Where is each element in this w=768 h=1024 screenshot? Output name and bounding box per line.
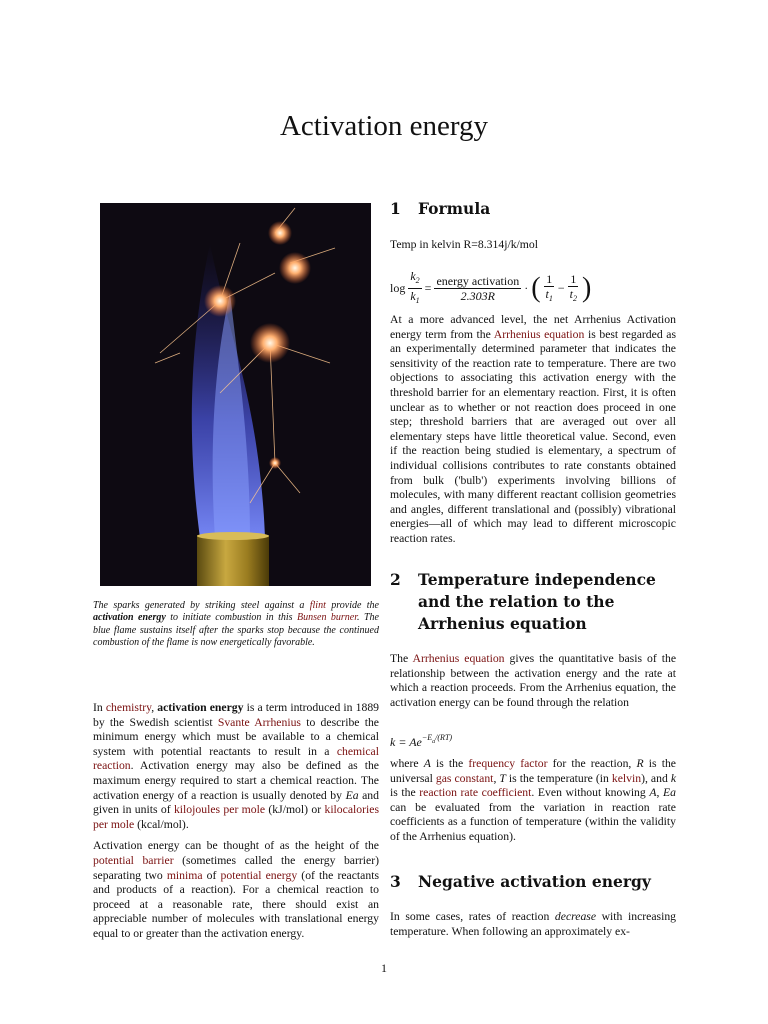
link-arrhenius-equation[interactable]: Arrhenius equation (412, 652, 505, 665)
intro-paragraph-1 (93, 701, 379, 832)
formula-sub: a (432, 739, 436, 745)
formula-t: t (569, 286, 573, 301)
text: of (202, 868, 221, 882)
link-kilojoules-per-mole[interactable]: kilojoules per mole (173, 803, 266, 817)
section-heading-formula (390, 198, 680, 220)
formula-energy-fraction (434, 274, 521, 303)
formula-sub: 1 (415, 296, 420, 305)
temp-text: Temp in kelvin R=8.314j/k/mol (390, 238, 538, 251)
section-number: 2 (390, 570, 401, 589)
link-arrhenius-equation[interactable]: Arrhenius equation (493, 327, 585, 341)
formula-one: 1 (546, 271, 553, 286)
text: Activation energy can be thought of as the height of the (93, 839, 379, 853)
link-kilocalories-per-mole[interactable]: kilocalories per mole (93, 803, 379, 831)
formula-denominator: 2.303R (460, 289, 495, 303)
text: to describe the minimum energy which must be available to a chemical system with potential reactants to result in a (93, 715, 379, 758)
caption-text: The sparks generated by striking steel against a (93, 600, 310, 611)
formula-sub: 2 (573, 293, 577, 303)
link-chemistry[interactable]: chemistry (105, 701, 152, 714)
text: . Activation energy may also be defined as the maximum energy required to start a chemical reaction. The activation energy of a reaction is usually denoted by (93, 759, 379, 802)
burner-barrel (197, 535, 269, 586)
page-title: Activation energy (279, 110, 489, 142)
link-minima[interactable]: minima (166, 868, 203, 882)
text: is the universal (390, 757, 676, 785)
caption-text: provide the (325, 600, 379, 611)
formula-one: 1 (570, 271, 577, 286)
caption-text: to initiate combustion in this (165, 612, 298, 624)
formula-paren-close: ) (582, 272, 592, 304)
symbol-a: A (649, 786, 657, 800)
link-potential-barrier[interactable]: potential barrier (93, 853, 174, 867)
section-title: Formula (418, 199, 491, 218)
negative-section-body (390, 910, 676, 939)
formula-lhs: k = Ae (390, 735, 422, 749)
text: , (151, 701, 158, 714)
symbol-k: k (670, 771, 677, 785)
formula-paragraph (390, 313, 676, 547)
link-bunsen-burner[interactable]: Bunsen burner (297, 612, 358, 624)
caption-bold: activation energy (93, 612, 166, 624)
text: for the reaction, (547, 757, 637, 770)
intro-column (93, 701, 379, 942)
formula-minus: − (557, 281, 565, 295)
symbol-r: R (636, 757, 644, 770)
page-number: 1 (381, 961, 387, 975)
link-reaction-rate-coefficient[interactable]: reaction rate coefficient (419, 786, 532, 800)
text: In some cases, rates of reaction (390, 910, 555, 923)
text: (sometimes called the energy barrier) separating two (93, 853, 379, 882)
arrhenius-paragraph-2 (390, 757, 676, 845)
text: The (390, 652, 413, 665)
text: is the (430, 757, 469, 770)
log-ratio-formula (390, 269, 680, 309)
symbol-ea: Ea (663, 786, 677, 800)
formula-section-body (390, 313, 676, 547)
link-kelvin[interactable]: kelvin (611, 771, 642, 785)
text: , (493, 771, 500, 785)
formula-k: k (410, 289, 416, 303)
section-number: 1 (390, 199, 401, 218)
section-number: 3 (390, 872, 401, 891)
text: At a more advanced level, the net Arrhenius Activation energy term from the (390, 313, 676, 341)
text: . Even without knowing (531, 786, 650, 800)
text: can be evaluated from the variation in reaction rate coefficients as a function of temperature (within the validity of the Arrhenius equation). (390, 800, 676, 843)
text: and given in units of (93, 788, 379, 817)
photo-illustration (100, 203, 371, 586)
formula-exponent-tail: /(RT) (435, 733, 453, 742)
figure-caption (93, 600, 379, 650)
formula-log: log (390, 281, 406, 295)
arrhenius-section-body (390, 652, 676, 710)
link-potential-energy[interactable]: potential energy (220, 868, 298, 882)
text: is the temperature (in (505, 771, 612, 785)
link-chemical-reaction[interactable]: chemical reaction (93, 744, 379, 773)
text: (of the reactants and products of a reaction). For a chemical reaction to proceed at a reasonable rate, there should exist an appreciable number of molecules with translational energy equal to or greater than the activation energy. (93, 868, 379, 940)
section-heading-negative-activation-energy (390, 871, 680, 893)
term-bold: activation energy (157, 701, 244, 714)
sparks-and-bunsen-flame-photo (100, 203, 371, 586)
formula-sub: 2 (415, 276, 420, 285)
text: gives the quantitative basis of the relationship between the activation energy and the rate at which a reaction proceeds. From the Arrhenius equation, the activation energy can be found through the relation (390, 652, 677, 709)
intro-paragraph-2 (93, 839, 379, 941)
text: is the (390, 786, 420, 800)
emphasis: decrease (554, 910, 597, 923)
link-frequency-factor[interactable]: frequency factor (468, 757, 548, 770)
arrhenius-paragraph-1 (390, 652, 676, 710)
formula-inv-t1 (544, 272, 555, 306)
text: , (656, 786, 664, 800)
text: In (93, 701, 106, 714)
formula-k-ratio (408, 269, 421, 308)
temp-line (390, 238, 676, 253)
formula-paren-open: ( (531, 272, 541, 304)
text: (kcal/mol). (134, 817, 189, 831)
text: is a term introduced in 1889 by the Swedish scientist (93, 701, 380, 729)
symbol-a: A (423, 757, 431, 770)
section-title: Negative activation energy (418, 872, 651, 891)
section-heading-temperature-independence (390, 569, 680, 635)
caption-text: . The blue flame sustains itself after the sparks stop because the continued combustion of the flame is now energetically favorable. (93, 612, 379, 649)
arrhenius-formula (390, 733, 452, 750)
formula-inv-t2 (568, 272, 579, 306)
text: is best regarded as an experimentally determined parameter that indicates the sensitivity of the reaction rate to temperature. There are two objections to associating this activation energy with the threshold barrier for an elementary reaction. First, it is often unclear as to whether or not reaction does proceed in one step; threshold barriers that are averaged out over all elementary steps have little theoretical value. Second, even if the reaction being studied is elementary, a spectrum of individual collisions contributes to rate constants obtained from bulk ('bulb') experiments involving billions of molecules, with many different reactant collision geometries and angles, different translational and (possibly) vibrational energies—all of which may lead to different microscopic reaction rates. (390, 327, 676, 545)
formula-k: k (410, 269, 416, 283)
formula-t: t (545, 286, 549, 301)
symbol-ea: Ea (345, 788, 359, 802)
text: (kJ/mol) or (265, 803, 325, 817)
link-gas-constant[interactable]: gas constant (435, 771, 494, 785)
text: where (390, 757, 424, 770)
text: with increasing temperature. When following an approximately ex- (390, 910, 677, 938)
link-svante-arrhenius[interactable]: Svante Arrhenius (217, 715, 301, 729)
symbol-t: T (499, 771, 506, 785)
formula-equals: = (424, 281, 432, 295)
link-flint[interactable]: flint (309, 600, 326, 611)
arrhenius-section-body-2 (390, 757, 676, 845)
formula-dot: · (524, 281, 529, 295)
section-title: Temperature independence and the relation to the Arrhenius equation (418, 570, 656, 633)
text: ), and (641, 771, 671, 785)
formula-sub: 1 (548, 293, 553, 303)
formula-exponent: −E (421, 733, 433, 742)
formula-numerator: energy activation (436, 274, 520, 288)
negative-paragraph (390, 910, 676, 939)
